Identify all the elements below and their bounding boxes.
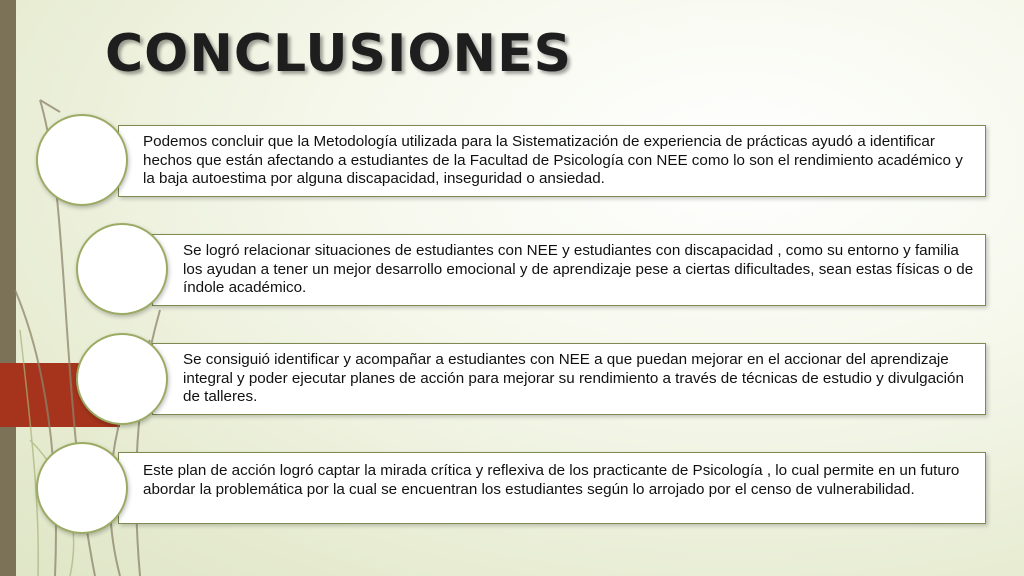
page-title: CONCLUSIONES — [105, 24, 573, 84]
conclusion-circle-4 — [36, 442, 128, 534]
left-accent-bar — [0, 0, 16, 576]
conclusion-circle-3 — [76, 333, 168, 425]
conclusion-text-4: Este plan de acción logró captar la mirada crítica y reflexiva de los practicante de Psicología , lo cual permite en un futuro abordar la problemática por la cual se encuentran los estudiantes según lo arrojado por el censo de vulnerabilidad. — [143, 462, 960, 498]
conclusion-box-3 — [152, 343, 986, 415]
conclusion-circle-1 — [36, 114, 128, 206]
conclusion-text-2: Se logró relacionar situaciones de estudiantes con NEE y estudiantes con discapacidad , como su entorno y familia los ayudan a tener un mejor desarrollo emocional y de aprendizaje pese a ciertas dificultades, sean estas físicas o de índole académico. — [183, 242, 974, 297]
conclusion-box-1 — [118, 125, 986, 197]
conclusion-circle-2 — [76, 223, 168, 315]
conclusion-text-1: Podemos concluir que la Metodología utilizada para la Sistematización de experiencia de prácticas ayudó a identificar hechos que están afectando a estudiantes de la Facultad de Psicología con NEE como lo son el rendimiento académico y la baja autoestima por alguna discapacidad, inseguridad o ansiedad. — [143, 133, 963, 188]
conclusion-text-3: Se consiguió identificar y acompañar a estudiantes con NEE a que puedan mejorar en el accionar del aprendizaje integral y poder ejecutar planes de acción para mejorar su rendimiento a través de técnicas de estudio y divulgación de talleres. — [183, 351, 964, 406]
conclusion-box-2 — [152, 234, 986, 306]
conclusion-box-4 — [118, 452, 986, 524]
